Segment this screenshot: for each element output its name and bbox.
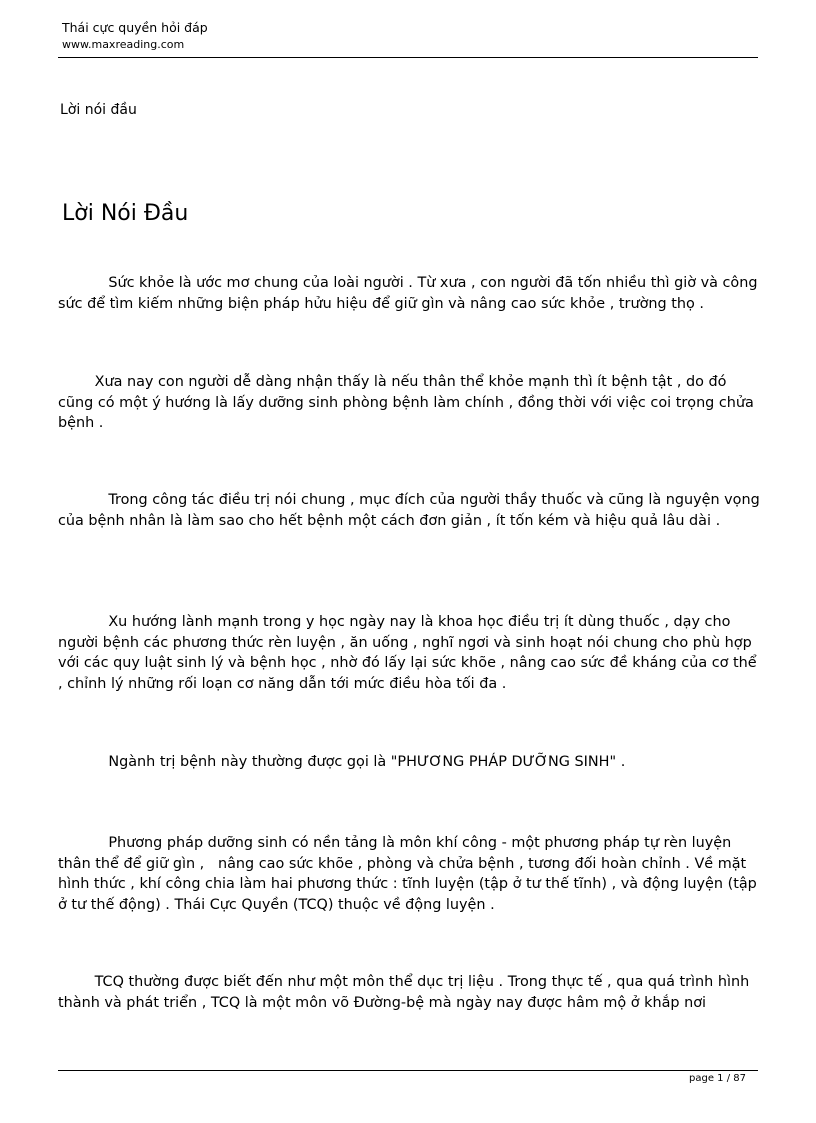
header-divider <box>58 57 758 58</box>
paragraph-4: Xu hướng lành mạnh trong y học ngày nay là khoa học điều trị ít dùng thuốc , dạy cho người bệnh các phương thức rèn luyện , ăn uống , nghĩ ngơi và sinh hoạt nói chung cho phù hợp với các quy luật sinh lý và bệnh học , nhờ đó lấy lại sức khõe , nâng cao sức đề kháng của cơ thể , chỉnh lý những rối loạn cơ năng dẫn tới mức điều hòa tối đa . <box>58 614 757 692</box>
paragraph-2: Xưa nay con người dễ dàng nhận thấy là nếu thân thể khỏe mạnh thì ít bệnh tật , do đó cũng có một ý hướng là lấy dưỡng sinh phòng bệnh làm chính , đồng thời với việc coi trọng chửa bệnh . <box>58 374 754 431</box>
footer-divider <box>58 1070 758 1071</box>
header-url[interactable]: www.maxreading.com <box>62 38 185 51</box>
page-number: page 1 / 87 <box>689 1073 746 1084</box>
header-title: Thái cực quyền hỏi đáp <box>62 20 208 35</box>
paragraph-3: Trong công tác điều trị nói chung , mục đích của người thầy thuốc và cũng là nguyện vọng của bệnh nhân là làm sao cho hết bệnh một cách đơn giản , ít tốn kém và hiệu quả lâu dài . <box>58 492 760 529</box>
paragraph-7: TCQ thường được biết đến như một môn thể dục trị liệu . Trong thực tế , qua quá trình hình thành và phát triển , TCQ là một môn võ Đường-bệ mà ngày nay được hâm mộ ở khắp nơi <box>58 974 750 1011</box>
page-title: Lời Nói Đầu <box>62 201 189 226</box>
section-label: Lời nói đầu <box>60 102 137 118</box>
paragraph-1: Sức khỏe là ước mơ chung của loài người . Từ xưa , con người đã tốn nhiều thì giờ và công sức để tìm kiếm những biện pháp hửu hiệu để giữ gìn và nâng cao sức khỏe , trường thọ . <box>58 275 758 312</box>
paragraph-5: Ngành trị bệnh này thường được gọi là "PHƯƠNG PHÁP DƯỠNG SINH" . <box>58 754 626 770</box>
paragraph-6: Phương pháp dưỡng sinh có nền tảng là môn khí công - một phương pháp tự rèn luyện thân thể để giữ gìn , nâng cao sức khõe , phòng và chửa bệnh , tương đối hoàn chỉnh . Về mặt hình thức , khí công chia làm hai phương thức : tĩnh luyện (tập ở tư thế tĩnh) , và động luyện (tập ở tư thế động) . Thái Cực Quyền (TCQ) thuộc về động luyện . <box>58 835 757 913</box>
